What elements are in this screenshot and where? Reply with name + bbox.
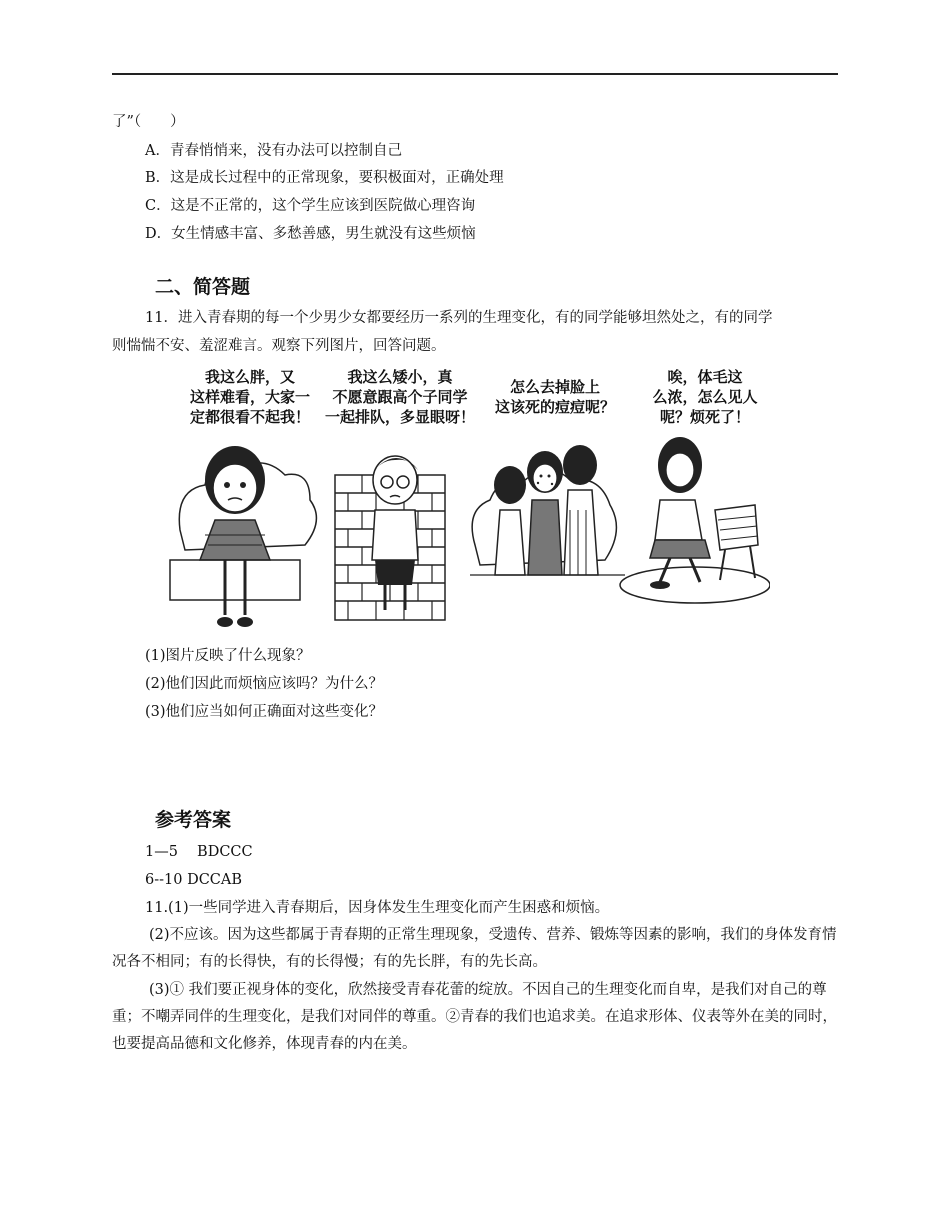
answers-title: 参考答案 [155, 809, 232, 831]
answer-11-2: (2)不应该。因为这些都属于青春期的正常生理现象，受遗传、营养、锻炼等因素的影响，我们的身体发育情况各不相同；有的长得快，有的长得慢；有的先长胖，有的先长高。 [112, 927, 837, 970]
header-rule [112, 73, 838, 75]
q10-stem-tail: 了”（ ） [112, 114, 185, 130]
cartoon-panel-1 [170, 368, 316, 627]
q10-option-a: A．青春悄悄来，没有办法可以控制自己 [145, 143, 402, 159]
cartoon-4-caption-line2: 么浓，怎么见人 [652, 388, 758, 406]
cartoon-2-caption-line2: 不愿意跟高个子同学 [332, 388, 468, 406]
cartoon-illustration [160, 360, 770, 640]
q10-option-d: D．女生情感丰富、多愁善感，男生就没有这些烦恼 [145, 226, 476, 242]
cartoon-panel-2 [325, 368, 475, 620]
answers-1-5: 1—5 BDCCC [145, 844, 253, 860]
q11-sub-3: (3)他们应当如何正确面对这些变化？ [145, 704, 384, 720]
cartoon-1-caption-line2: 这样难看，大家一 [189, 388, 311, 406]
answer-11-3: (3)① 我们要正视身体的变化，欣然接受青春花蕾的绽放。不因自己的生理变化而自卑，是我们对自己的尊重；不嘲弄同伴的生理变化，是我们对同伴的尊重。②青春的我们也追求美。在追求形体、仪表等外在美的同时，也要提高品德和文化修养，体现青春的内在美。 [112, 982, 837, 1052]
cartoon-2-caption-line3: 一起排队，多显眼呀！ [324, 408, 476, 426]
q11-sub-2: (2)他们因此而烦恼应该吗？为什么？ [145, 676, 384, 692]
cartoon-4-caption-line1: 唉，体毛这 [667, 368, 743, 386]
cartoon-1-caption-line1: 我这么胖，又 [204, 368, 296, 386]
cartoon-1-caption-line3: 定都很看不起我！ [189, 408, 311, 426]
cartoon-panel-3 [470, 378, 625, 575]
q11-stem-line2: 则惴惴不安、羞涩难言。观察下列图片，回答问题。 [112, 338, 446, 354]
answers-6-10: 6--10 DCCAB [145, 872, 243, 888]
q11-stem-line1: 11．进入青春期的每一个少男少女都要经历一系列的生理变化，有的同学能够坦然处之，有的同学 [145, 310, 773, 326]
q10-option-c: C．这是不正常的，这个学生应该到医院做心理咨询 [145, 198, 476, 214]
cartoon-3-caption-line2: 这该死的痘痘呢？ [494, 398, 616, 416]
cartoon-2-caption-line1: 我这么矮小，真 [347, 368, 453, 386]
section2-title: 二、简答题 [155, 276, 251, 298]
answer-11-1: 11.(1)一些同学进入青春期后，因身体发生生理变化而产生困惑和烦恼。 [145, 900, 610, 916]
cartoon-3-caption-line1: 怎么去掉脸上 [509, 378, 601, 396]
cartoon-panel-4 [620, 368, 770, 603]
q11-sub-1: (1)图片反映了什么现象？ [145, 648, 311, 664]
q10-option-b: B．这是成长过程中的正常现象，要积极面对，正确处理 [145, 170, 504, 186]
cartoon-4-caption-line3: 呢？烦死了！ [659, 408, 751, 426]
